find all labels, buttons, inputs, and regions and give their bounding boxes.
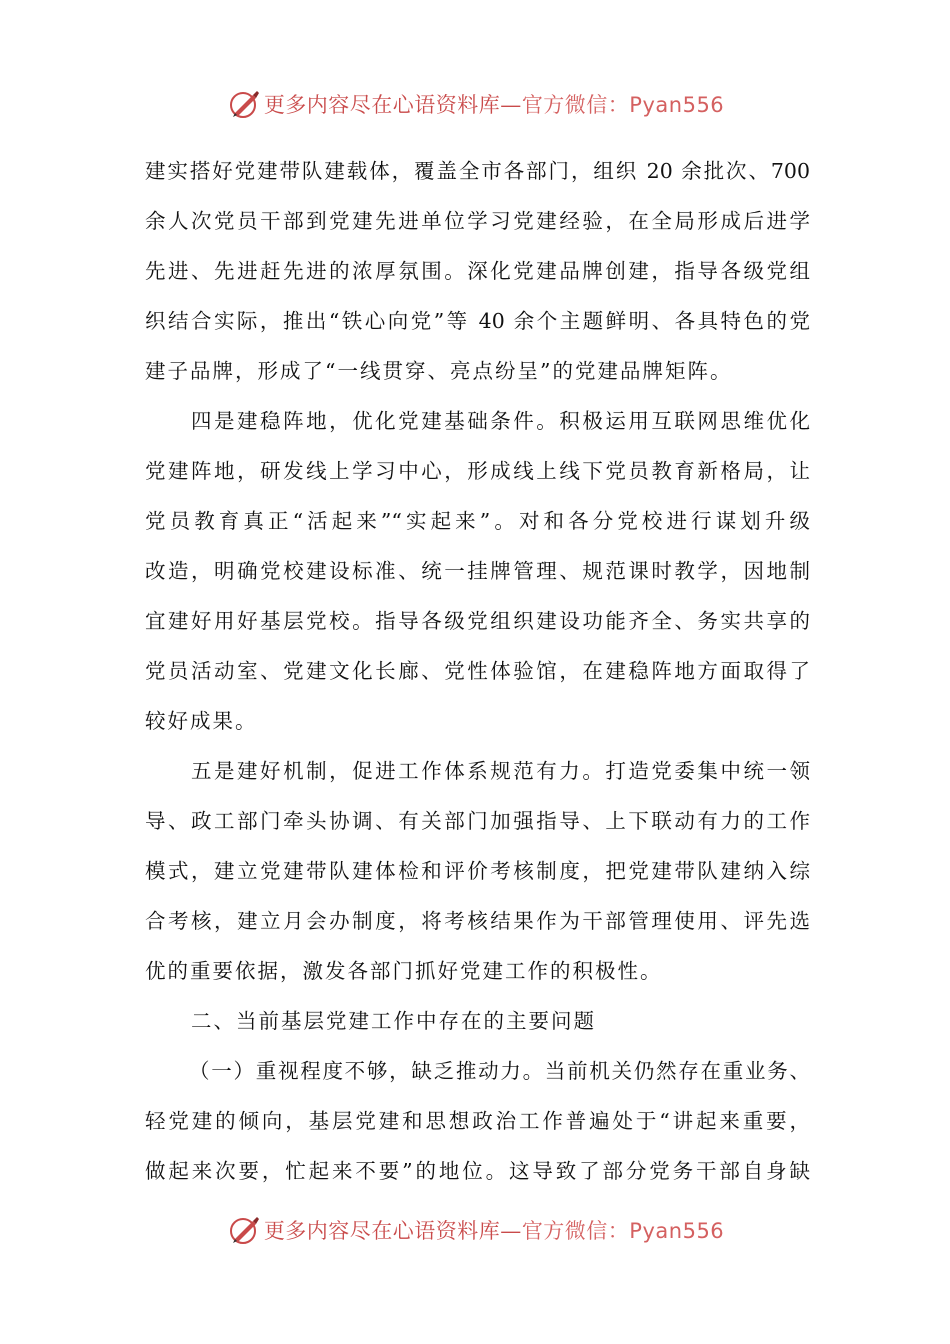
text-line: 党建阵地，研发线上学习中心，形成线上线下党员教育新格局，让	[145, 459, 810, 483]
footer-watermark	[0, 1210, 950, 1250]
text-line: 优的重要依据，激发各部门抓好党建工作的积极性。	[145, 959, 663, 983]
text-line: 宜建好用好基层党校。指导各级党组织建设功能齐全、务实共享的	[145, 609, 810, 633]
text-line: 模式，建立党建带队建体检和评价考核制度，把党建带队建纳入综	[145, 859, 810, 883]
text-line: 较好成果。	[145, 709, 258, 733]
text-line: 党员教育真正“活起来”“实起来”。对和各分党校进行谋划升级	[145, 509, 810, 533]
text-line: 织结合实际，推出“铁心向党”等 40 余个主题鲜明、各具特色的党	[145, 309, 810, 333]
pen-logo-icon	[226, 1212, 262, 1248]
header-watermark	[0, 84, 950, 124]
text-line: 余人次党员干部到党建先进单位学习党建经验，在全局形成后进学	[145, 209, 810, 233]
header-watermark-text: 更多内容尽在心语资料库—官方微信：Pyan556	[263, 93, 725, 117]
text-line: 导、政工部门牵头协调、有关部门加强指导、上下联动有力的工作	[145, 809, 810, 833]
pen-logo-icon	[226, 86, 262, 122]
text-line: 建实搭好党建带队建载体，覆盖全市各部门，组织 20 余批次、700	[145, 159, 810, 183]
text-line: 做起来次要，忙起来不要”的地位。这导致了部分党务干部自身缺	[145, 1159, 810, 1183]
section-heading: 二、当前基层党建工作中存在的主要问题	[191, 1009, 596, 1033]
text-line: 先进、先进赶先进的浓厚氛围。深化党建品牌创建，指导各级党组	[145, 259, 810, 283]
text-line: 建子品牌，形成了“一线贯穿、亮点纷呈”的党建品牌矩阵。	[145, 359, 733, 383]
paragraph-start-line: （一）重视程度不够，缺乏推动力。当前机关仍然存在重业务、	[189, 1059, 810, 1083]
paragraph-start-line: 四是建稳阵地，优化党建基础条件。积极运用互联网思维优化	[191, 409, 810, 433]
document-body	[145, 146, 810, 1196]
text-line: 改造，明确党校建设标准、统一挂牌管理、规范课时教学，因地制	[145, 559, 810, 583]
text-line: 合考核，建立月会办制度，将考核结果作为干部管理使用、评先选	[145, 909, 810, 933]
text-line: 党员活动室、党建文化长廊、党性体验馆，在建稳阵地方面取得了	[145, 659, 810, 683]
paragraph-start-line: 五是建好机制，促进工作体系规范有力。打造党委集中统一领	[191, 759, 810, 783]
footer-watermark-text: 更多内容尽在心语资料库—官方微信：Pyan556	[263, 1219, 725, 1243]
text-line: 轻党建的倾向，基层党建和思想政治工作普遍处于“讲起来重要，	[145, 1109, 810, 1133]
